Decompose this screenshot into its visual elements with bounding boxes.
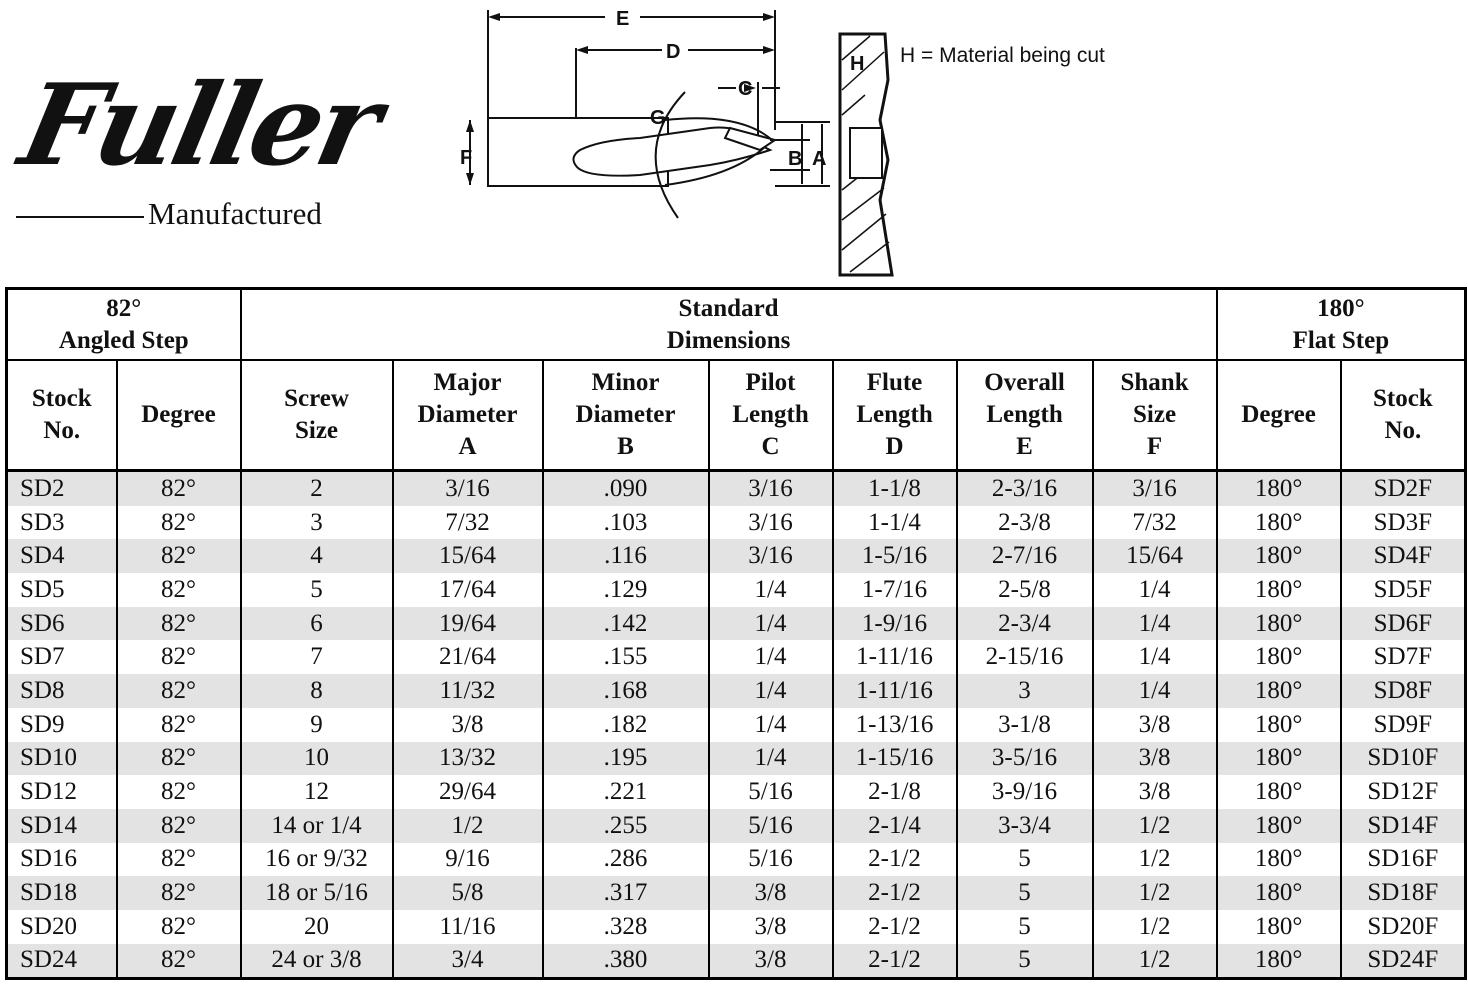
cell-pilot-length: 3/8	[709, 876, 833, 910]
cell-stock-no-flat: SD7F	[1341, 640, 1466, 674]
cell-stock-no-flat: SD24F	[1341, 944, 1466, 979]
cell-major-diameter: 3/8	[393, 708, 543, 742]
label-b: B	[788, 148, 803, 170]
cell-major-diameter: 7/32	[393, 506, 543, 540]
cell-stock-no-flat: SD16F	[1341, 843, 1466, 877]
logo-wordmark: Fuller	[10, 60, 389, 191]
cell-pilot-length: 1/4	[709, 607, 833, 641]
cell-overall-length: 2-15/16	[957, 640, 1093, 674]
material-note: H = Material being cut	[900, 44, 1105, 67]
label-f: F	[460, 147, 473, 169]
cell-flute-length: 2-1/2	[833, 944, 957, 979]
cell-stock-no-flat: SD5F	[1341, 573, 1466, 607]
cell-flute-length: 1-13/16	[833, 708, 957, 742]
cell-overall-length: 3	[957, 674, 1093, 708]
cell-flute-length: 1-11/16	[833, 674, 957, 708]
cell-minor-diameter: .182	[543, 708, 709, 742]
cell-overall-length: 5	[957, 910, 1093, 944]
cell-stock-no-flat: SD20F	[1341, 910, 1466, 944]
cell-degree-flat: 180°	[1217, 944, 1341, 979]
cell-overall-length: 2-7/16	[957, 539, 1093, 573]
cell-degree: 82°	[117, 876, 241, 910]
cell-shank-size: 3/8	[1093, 708, 1217, 742]
cell-flute-length: 2-1/2	[833, 876, 957, 910]
cell-degree-flat: 180°	[1217, 775, 1341, 809]
cell-stock-no: SD14	[7, 809, 117, 843]
cell-degree: 82°	[117, 640, 241, 674]
cell-major-diameter: 21/64	[393, 640, 543, 674]
cell-stock-no: SD18	[7, 876, 117, 910]
cell-overall-length: 5	[957, 944, 1093, 979]
cell-shank-size: 1/4	[1093, 674, 1217, 708]
cell-pilot-length: 5/16	[709, 843, 833, 877]
cell-screw-size: 20	[241, 910, 393, 944]
cell-overall-length: 3-1/8	[957, 708, 1093, 742]
cell-major-diameter: 5/8	[393, 876, 543, 910]
cell-stock-no: SD9	[7, 708, 117, 742]
table-row	[7, 843, 1466, 877]
cell-degree: 82°	[117, 539, 241, 573]
cell-shank-size: 1/4	[1093, 640, 1217, 674]
drill-diagram	[440, 0, 1200, 282]
cell-flute-length: 1-7/16	[833, 573, 957, 607]
cell-shank-size: 1/2	[1093, 876, 1217, 910]
cell-pilot-length: 3/16	[709, 539, 833, 573]
cell-degree-flat: 180°	[1217, 506, 1341, 540]
table-row	[7, 809, 1466, 843]
cell-pilot-length: 3/8	[709, 910, 833, 944]
cell-flute-length: 1-5/16	[833, 539, 957, 573]
cell-degree: 82°	[117, 775, 241, 809]
cell-shank-size: 1/4	[1093, 607, 1217, 641]
cell-minor-diameter: .090	[543, 471, 709, 506]
label-c: C	[738, 78, 753, 100]
label-g: G	[650, 107, 666, 129]
cell-flute-length: 1-1/8	[833, 471, 957, 506]
cell-pilot-length: 3/8	[709, 944, 833, 979]
cell-overall-length: 5	[957, 876, 1093, 910]
table-row	[7, 910, 1466, 944]
table-row	[7, 573, 1466, 607]
cell-stock-no-flat: SD8F	[1341, 674, 1466, 708]
cell-degree: 82°	[117, 910, 241, 944]
cell-pilot-length: 3/16	[709, 506, 833, 540]
cell-flute-length: 2-1/8	[833, 775, 957, 809]
cell-stock-no: SD4	[7, 539, 117, 573]
table-row	[7, 607, 1466, 641]
cell-minor-diameter: .116	[543, 539, 709, 573]
cell-minor-diameter: .129	[543, 573, 709, 607]
step-drill-spec-table	[5, 287, 1467, 980]
label-a: A	[812, 148, 827, 170]
cell-major-diameter: 11/32	[393, 674, 543, 708]
cell-stock-no: SD3	[7, 506, 117, 540]
cell-shank-size: 1/2	[1093, 910, 1217, 944]
cell-stock-no-flat: SD3F	[1341, 506, 1466, 540]
label-d: D	[666, 41, 681, 63]
cell-screw-size: 24 or 3/8	[241, 944, 393, 979]
cell-stock-no-flat: SD14F	[1341, 809, 1466, 843]
cell-shank-size: 3/8	[1093, 775, 1217, 809]
table-row	[7, 539, 1466, 573]
cell-major-diameter: 9/16	[393, 843, 543, 877]
table-row	[7, 944, 1466, 979]
logo-rule	[16, 216, 144, 218]
column-header-minor-diameter: Minor Diameter B	[543, 360, 709, 471]
table-row	[7, 674, 1466, 708]
cell-screw-size: 8	[241, 674, 393, 708]
cell-degree-flat: 180°	[1217, 809, 1341, 843]
cell-stock-no-flat: SD9F	[1341, 708, 1466, 742]
cell-overall-length: 3-3/4	[957, 809, 1093, 843]
cell-pilot-length: 5/16	[709, 809, 833, 843]
cell-degree-flat: 180°	[1217, 471, 1341, 506]
cell-minor-diameter: .317	[543, 876, 709, 910]
table-body	[7, 471, 1466, 979]
cell-stock-no-flat: SD18F	[1341, 876, 1466, 910]
cell-major-diameter: 17/64	[393, 573, 543, 607]
cell-minor-diameter: .103	[543, 506, 709, 540]
column-header-overall-length: Overall Length E	[957, 360, 1093, 471]
cell-major-diameter: 29/64	[393, 775, 543, 809]
cell-stock-no-flat: SD4F	[1341, 539, 1466, 573]
cell-degree: 82°	[117, 843, 241, 877]
cell-flute-length: 1-1/4	[833, 506, 957, 540]
cell-minor-diameter: .255	[543, 809, 709, 843]
cell-degree: 82°	[117, 506, 241, 540]
cell-stock-no-flat: SD6F	[1341, 607, 1466, 641]
cell-major-diameter: 1/2	[393, 809, 543, 843]
cell-stock-no: SD5	[7, 573, 117, 607]
cell-shank-size: 15/64	[1093, 539, 1217, 573]
cell-major-diameter: 13/32	[393, 742, 543, 776]
cell-stock-no: SD20	[7, 910, 117, 944]
table-row	[7, 775, 1466, 809]
cell-overall-length: 2-3/8	[957, 506, 1093, 540]
column-header-stock-no-flat: Stock No.	[1341, 360, 1466, 471]
cell-screw-size: 9	[241, 708, 393, 742]
cell-flute-length: 1-15/16	[833, 742, 957, 776]
cell-screw-size: 10	[241, 742, 393, 776]
cell-screw-size: 3	[241, 506, 393, 540]
cell-overall-length: 3-5/16	[957, 742, 1093, 776]
cell-stock-no: SD2	[7, 471, 117, 506]
table-row	[7, 471, 1466, 506]
cell-shank-size: 1/4	[1093, 573, 1217, 607]
cell-flute-length: 2-1/2	[833, 910, 957, 944]
cell-overall-length: 3-9/16	[957, 775, 1093, 809]
cell-screw-size: 2	[241, 471, 393, 506]
column-header-degree: Degree	[117, 360, 241, 471]
cell-flute-length: 2-1/4	[833, 809, 957, 843]
cell-pilot-length: 1/4	[709, 674, 833, 708]
cell-stock-no: SD10	[7, 742, 117, 776]
cell-screw-size: 6	[241, 607, 393, 641]
cell-overall-length: 2-3/4	[957, 607, 1093, 641]
cell-major-diameter: 11/16	[393, 910, 543, 944]
cell-shank-size: 3/8	[1093, 742, 1217, 776]
cell-pilot-length: 3/16	[709, 471, 833, 506]
cell-stock-no: SD6	[7, 607, 117, 641]
group-header-standard-dimensions: Standard Dimensions	[241, 289, 1217, 361]
cell-screw-size: 4	[241, 539, 393, 573]
cell-screw-size: 7	[241, 640, 393, 674]
cell-degree: 82°	[117, 573, 241, 607]
cell-screw-size: 18 or 5/16	[241, 876, 393, 910]
cell-degree-flat: 180°	[1217, 843, 1341, 877]
cell-overall-length: 2-5/8	[957, 573, 1093, 607]
cell-stock-no: SD24	[7, 944, 117, 979]
cell-overall-length: 2-3/16	[957, 471, 1093, 506]
cell-major-diameter: 3/4	[393, 944, 543, 979]
label-e: E	[616, 8, 630, 30]
column-header-row	[7, 360, 1466, 471]
group-header-flat-step: 180° Flat Step	[1217, 289, 1466, 361]
table-row	[7, 506, 1466, 540]
cell-screw-size: 14 or 1/4	[241, 809, 393, 843]
cell-degree: 82°	[117, 607, 241, 641]
group-header-row	[7, 289, 1466, 361]
cell-degree-flat: 180°	[1217, 708, 1341, 742]
column-header-stock-no: Stock No.	[7, 360, 117, 471]
cell-shank-size: 1/2	[1093, 809, 1217, 843]
cell-major-diameter: 19/64	[393, 607, 543, 641]
group-header-angled-step: 82° Angled Step	[7, 289, 241, 361]
cell-screw-size: 5	[241, 573, 393, 607]
cell-degree-flat: 180°	[1217, 640, 1341, 674]
cell-degree: 82°	[117, 708, 241, 742]
cell-degree: 82°	[117, 742, 241, 776]
cell-minor-diameter: .328	[543, 910, 709, 944]
cell-shank-size: 1/2	[1093, 944, 1217, 979]
drill-diagram-svg	[440, 0, 1200, 282]
column-header-screw-size: Screw Size	[241, 360, 393, 471]
cell-flute-length: 2-1/2	[833, 843, 957, 877]
column-header-degree-flat: Degree	[1217, 360, 1341, 471]
cell-overall-length: 5	[957, 843, 1093, 877]
cell-stock-no: SD16	[7, 843, 117, 877]
cell-stock-no-flat: SD2F	[1341, 471, 1466, 506]
cell-degree-flat: 180°	[1217, 876, 1341, 910]
cell-degree: 82°	[117, 944, 241, 979]
cell-pilot-length: 1/4	[709, 573, 833, 607]
table-row	[7, 708, 1466, 742]
label-h: H	[850, 53, 865, 75]
cell-stock-no: SD7	[7, 640, 117, 674]
cell-minor-diameter: .380	[543, 944, 709, 979]
cell-degree: 82°	[117, 674, 241, 708]
cell-stock-no: SD12	[7, 775, 117, 809]
cell-degree: 82°	[117, 809, 241, 843]
cell-shank-size: 1/2	[1093, 843, 1217, 877]
cell-shank-size: 7/32	[1093, 506, 1217, 540]
cell-degree-flat: 180°	[1217, 539, 1341, 573]
cell-degree: 82°	[117, 471, 241, 506]
cell-flute-length: 1-9/16	[833, 607, 957, 641]
cell-degree-flat: 180°	[1217, 674, 1341, 708]
cell-stock-no-flat: SD12F	[1341, 775, 1466, 809]
table-row	[7, 876, 1466, 910]
column-header-pilot-length: Pilot Length C	[709, 360, 833, 471]
cell-minor-diameter: .168	[543, 674, 709, 708]
cell-minor-diameter: .221	[543, 775, 709, 809]
cell-major-diameter: 15/64	[393, 539, 543, 573]
cell-pilot-length: 1/4	[709, 640, 833, 674]
logo-subtitle: Manufactured	[148, 196, 322, 231]
cell-screw-size: 16 or 9/32	[241, 843, 393, 877]
column-header-shank-size: Shank Size F	[1093, 360, 1217, 471]
cell-minor-diameter: .195	[543, 742, 709, 776]
column-header-flute-length: Flute Length D	[833, 360, 957, 471]
cell-degree-flat: 180°	[1217, 910, 1341, 944]
cell-degree-flat: 180°	[1217, 573, 1341, 607]
cell-minor-diameter: .286	[543, 843, 709, 877]
cell-stock-no: SD8	[7, 674, 117, 708]
cell-degree-flat: 180°	[1217, 742, 1341, 776]
cell-flute-length: 1-11/16	[833, 640, 957, 674]
fuller-logo	[10, 60, 389, 240]
cell-stock-no-flat: SD10F	[1341, 742, 1466, 776]
table-row	[7, 742, 1466, 776]
cell-minor-diameter: .142	[543, 607, 709, 641]
cell-pilot-length: 1/4	[709, 708, 833, 742]
cell-pilot-length: 1/4	[709, 742, 833, 776]
cell-screw-size: 12	[241, 775, 393, 809]
cell-shank-size: 3/16	[1093, 471, 1217, 506]
cell-major-diameter: 3/16	[393, 471, 543, 506]
column-header-major-diameter: Major Diameter A	[393, 360, 543, 471]
cell-minor-diameter: .155	[543, 640, 709, 674]
cell-pilot-length: 5/16	[709, 775, 833, 809]
cell-degree-flat: 180°	[1217, 607, 1341, 641]
table-row	[7, 640, 1466, 674]
